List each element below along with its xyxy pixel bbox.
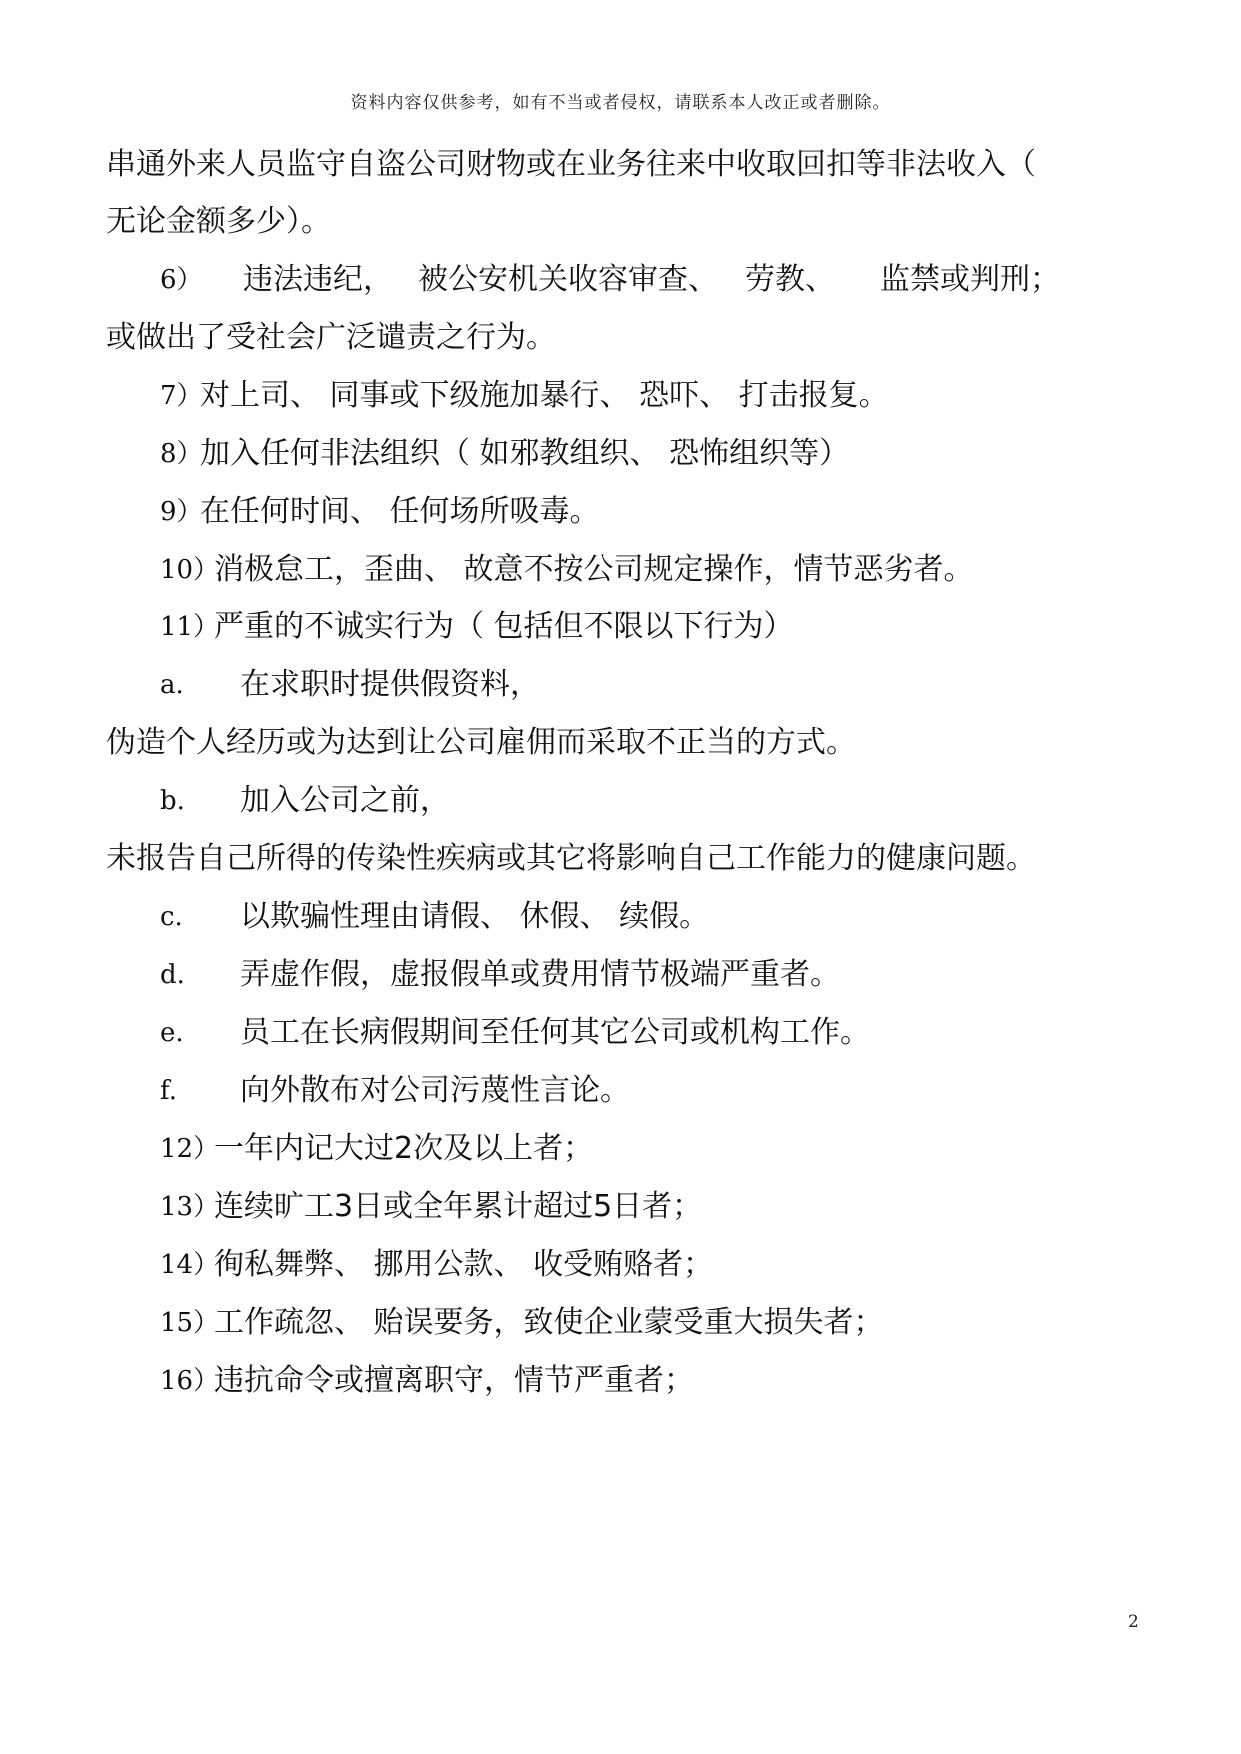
item-number: 15） <box>160 1308 220 1338</box>
page-header-disclaimer: 资料内容仅供参考，如有不当或者侵权，请联系本人改正或者删除。 <box>350 93 891 113</box>
item-letter: a. <box>160 670 184 700</box>
item-letter: f. <box>160 1076 177 1106</box>
item-number: 10） <box>160 555 220 585</box>
paragraph-line: 无论金额多少）。 <box>106 204 331 239</box>
paragraph-line: 或做出了受社会广泛谴责之行为。 <box>106 320 556 355</box>
paragraph-line: 串通外来人员监守自盗公司财物或在业务往来中收取回扣等非法收入（ <box>106 147 1036 182</box>
item-number: 12） <box>160 1134 220 1164</box>
item-letter: e. <box>160 1018 184 1048</box>
item-number: 7） <box>160 381 203 411</box>
page-number: 2 <box>1128 1612 1139 1632</box>
paragraph-line: 伪造个人经历或为达到让公司雇佣而采取不正当的方式。 <box>106 725 856 760</box>
item-number: 6） <box>160 265 203 295</box>
item-letter: d. <box>160 960 185 990</box>
item-text: 对上司、 同事或下级施加暴行、 恐吓、 打击报复。 <box>200 378 889 413</box>
item-text: 严重的不诚实行为（ 包括但不限以下行为） <box>214 609 794 644</box>
item-text: 监禁或判刑； <box>880 262 1060 297</box>
item-text: 以欺骗性理由请假、 休假、 续假。 <box>240 899 710 934</box>
item-number: 11） <box>160 612 220 642</box>
item-text: 违法违纪， <box>243 262 393 297</box>
item-letter: c. <box>160 902 183 932</box>
item-text: 向外散布对公司污蔑性言论。 <box>240 1073 630 1108</box>
item-text: 工作疏忽、 贻误要务，致使企业蒙受重大损失者； <box>214 1305 884 1340</box>
item-letter: b. <box>160 786 185 816</box>
item-text: 劳教、 <box>745 262 835 297</box>
item-number: 9） <box>160 497 203 527</box>
item-text: 连续旷工3日或全年累计超过5日者； <box>214 1189 703 1224</box>
item-text: 一年内记大过2次及以上者； <box>214 1131 594 1166</box>
item-text: 弄虚作假，虚报假单或费用情节极端严重者。 <box>240 957 840 992</box>
item-text: 徇私舞弊、 挪用公款、 收受贿赂者； <box>214 1247 714 1282</box>
item-text: 被公安机关收容审查、 <box>418 262 718 297</box>
item-text: 加入任何非法组织（ 如邪教组织、 恐怖组织等） <box>200 436 850 471</box>
item-text: 员工在长病假期间至任何其它公司或机构工作。 <box>240 1015 870 1050</box>
item-number: 14） <box>160 1250 220 1280</box>
item-text: 在求职时提供假资料， <box>240 667 540 702</box>
item-number: 16） <box>160 1366 220 1396</box>
item-text: 在任何时间、 任何场所吸毒。 <box>200 494 600 529</box>
item-number: 13） <box>160 1192 220 1222</box>
item-text: 消极怠工，歪曲、 故意不按公司规定操作，情节恶劣者。 <box>214 552 974 587</box>
item-number: 8） <box>160 439 203 469</box>
item-text: 违抗命令或擅离职守，情节严重者； <box>214 1363 694 1398</box>
paragraph-line: 未报告自己所得的传染性疾病或其它将影响自己工作能力的健康问题。 <box>106 841 1036 876</box>
item-text: 加入公司之前， <box>240 783 450 818</box>
